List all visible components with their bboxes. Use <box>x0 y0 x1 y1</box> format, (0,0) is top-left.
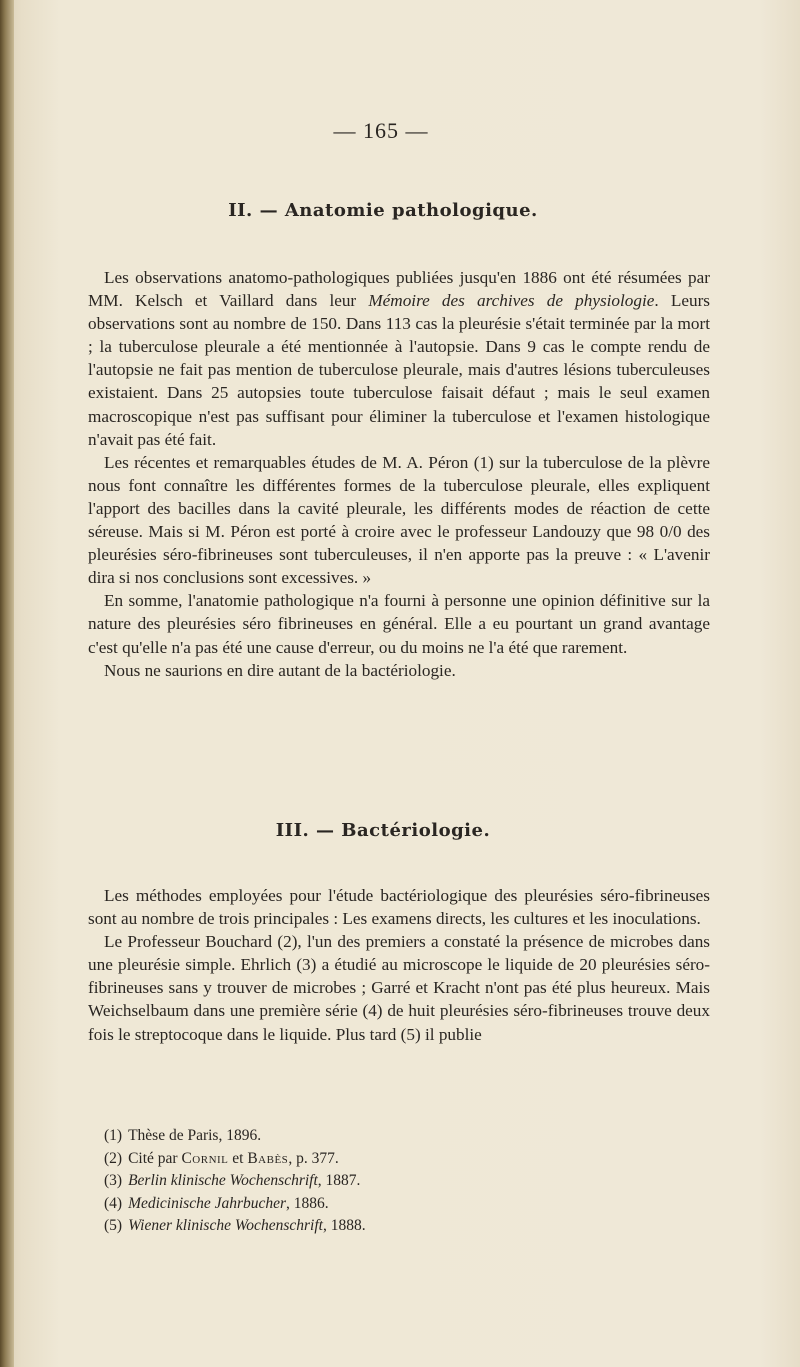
footnote <box>104 1125 664 1148</box>
text-run: Thèse de Paris, 1896. <box>128 1127 262 1144</box>
text-run: , 1887. <box>317 1172 361 1190</box>
paragraph <box>88 884 710 930</box>
page-number: — 165 — <box>333 118 429 143</box>
footnote-number: (2) <box>104 1149 123 1167</box>
footnote <box>104 1170 664 1193</box>
paragraph <box>88 451 710 590</box>
italic-title: Mémoire des archives de physiologie <box>368 291 655 311</box>
footnote <box>104 1148 664 1171</box>
author-name: Babès <box>247 1149 289 1167</box>
section-heading-bacteriologie: III. — Bactériologie. <box>275 820 491 841</box>
italic-title: Berlin klinische Wochenschrift <box>128 1172 318 1190</box>
italic-title: Wiener klinische Wochenschrift <box>128 1217 323 1235</box>
text-run: , 1886. <box>286 1194 329 1212</box>
text-run: Cité par <box>128 1149 182 1167</box>
text-run: Les observations anatomo-pathologiques publiées jusqu'en 1886 ont été résumées par MM. Kelsch et Vaillard dans leur <box>88 268 710 311</box>
section-body-bacteriologie <box>88 884 710 1046</box>
paragraph <box>88 930 710 1045</box>
section-body-anatomie <box>88 266 710 682</box>
text-run: , 1888. <box>322 1217 366 1235</box>
paragraph <box>88 589 710 658</box>
footnote-number: (5) <box>104 1217 123 1235</box>
footnote-number: (1) <box>104 1127 123 1144</box>
italic-title: Medicinische Jahrbucher <box>128 1194 287 1212</box>
text-run: , p. 377. <box>288 1149 339 1167</box>
paragraph <box>88 266 710 451</box>
paragraph <box>88 659 710 682</box>
text-run: et <box>228 1149 248 1167</box>
footnote <box>104 1215 664 1238</box>
text-run: Les récentes et remarquables études de M. A. Péron (1) sur la tuberculose de la plèvre nous font connaître les différentes formes de la tuberculose pleurale, elles expliquent l'apport des bacilles dans la cavité pleurale, les différents modes de réaction de cette séreuse. Mais si M. Péron est porté à croire avec le professeur Landouzy que 98 0/0 des pleurésies séro-fibrineuses sont tuberculeuses, il n'en apporte pas la preuve : « L'avenir dira si nos conclusions sont excessives. » <box>88 452 710 588</box>
text-run: Nous ne saurions en dire autant de la bactériologie. <box>104 660 456 680</box>
footnotes <box>104 1125 664 1238</box>
text-run: Les méthodes employées pour l'étude bactériologique des pleurésies séro-fibrineuses sont au nombre de trois principales : Les examens directs, les cultures et les inoculations. <box>88 886 710 929</box>
footnote <box>104 1193 664 1216</box>
text-run: En somme, l'anatomie pathologique n'a fourni à personne une opinion définitive sur la nature des pleurésies séro fibrineuses en général. Elle a eu pourtant un grand avantage c'est qu'elle n'a pas été une cause d'erreur, ou du moins ne l'a été que rarement. <box>88 591 710 657</box>
author-name: Cornil <box>181 1149 229 1167</box>
footnote-number: (4) <box>104 1194 123 1212</box>
text-run: Le Professeur Bouchard (2), l'un des premiers a constaté la présence de microbes dans une pleurésie simple. Ehrlich (3) a étudié au microscope le liquide de 20 pleurésies séro-fibrineuses sans y trouver de microbes ; Garré et Kracht n'ont pas été plus heureux. Mais Weichselbaum dans une première série (4) de huit pleurésies séro-fibrineuses trouve deux fois le streptocoque dans le liquide. Plus tard (5) il publie <box>88 932 710 1044</box>
text-run: . Leurs observations sont au nombre de 150. Dans 113 cas la pleurésie s'était terminée par la mort ; la tuberculose pleurale a été mentionnée à l'autopsie. Dans 9 cas le compte rendu de l'autopsie ne fait pas mention de tuberculose pleurale, mais d'autres lésions tuberculeuses existaient. Dans 25 autopsies toute tuberculose faisait défaut ; mais le seul examen macroscopique n'est pas suffisant pour éliminer la tuberculose et l'examen histologique n'avait pas été fait. <box>88 291 710 449</box>
section-heading-anatomie: II. — Anatomie pathologique. <box>228 200 538 221</box>
footnote-number: (3) <box>104 1172 123 1190</box>
